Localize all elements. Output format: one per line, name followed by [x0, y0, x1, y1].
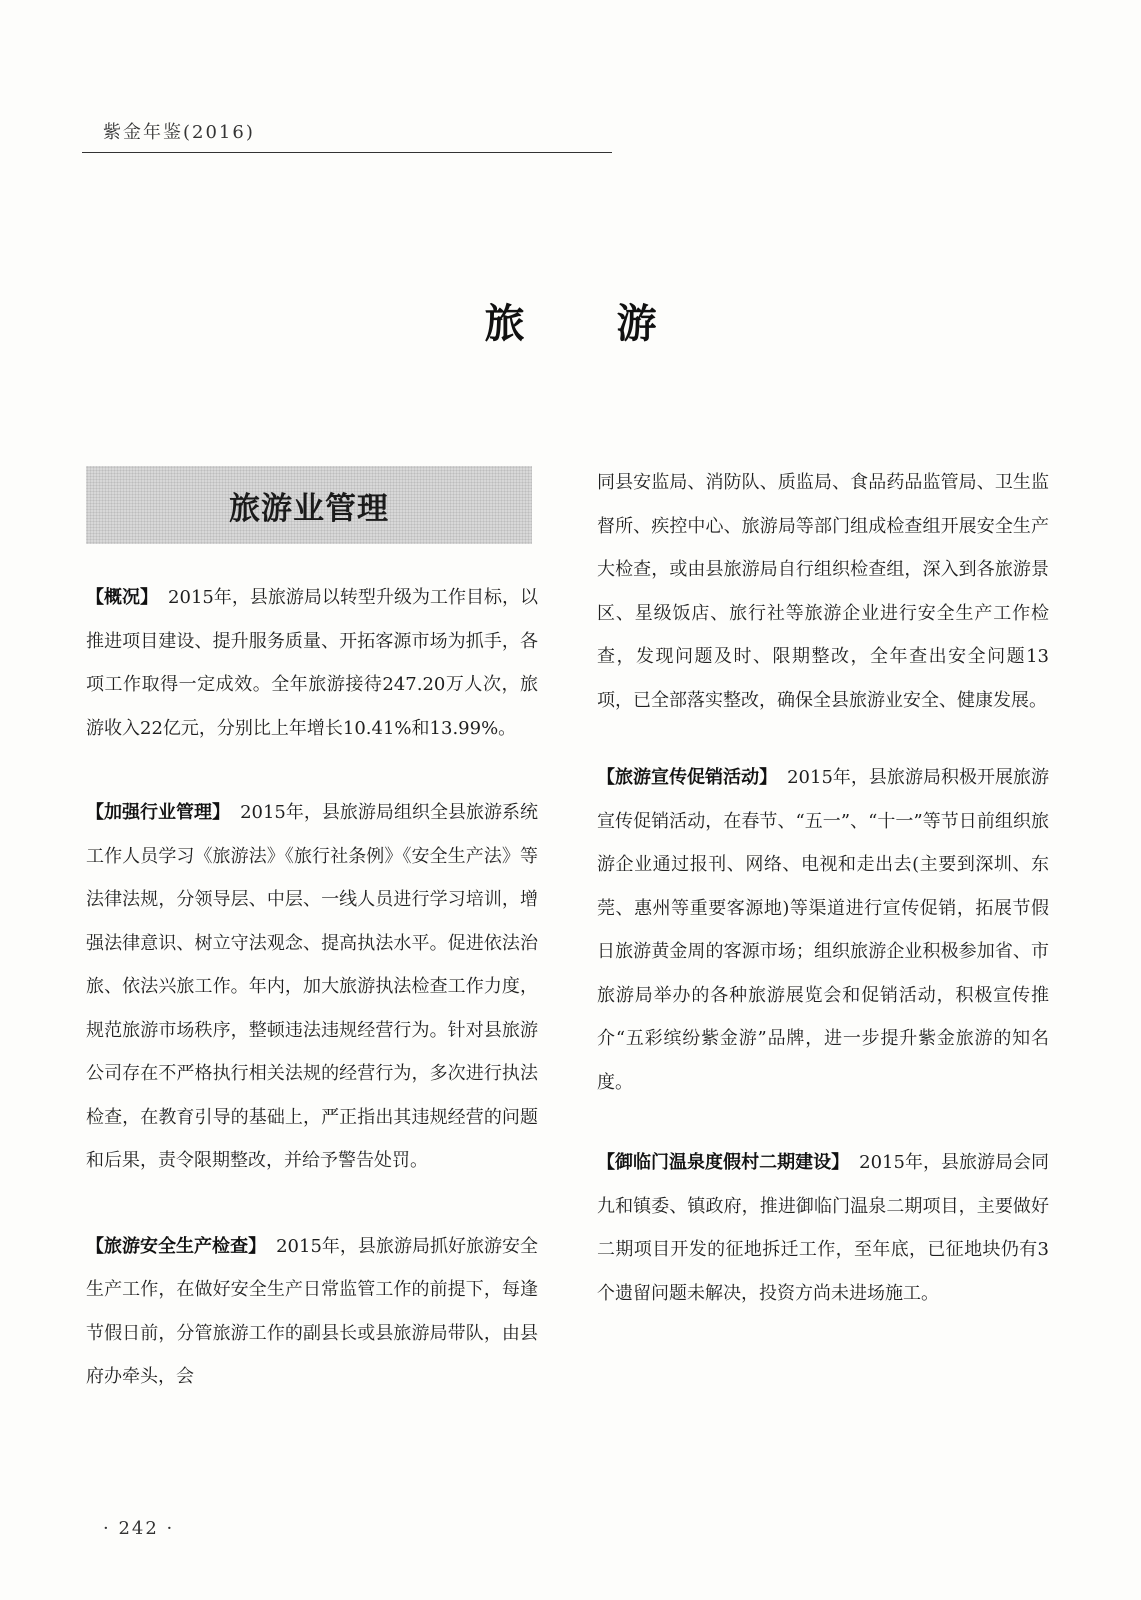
paragraph-heading: 【御临门温泉度假村二期建设】 [597, 1152, 850, 1173]
section-title-box [86, 466, 532, 544]
page-number: · 242 · [103, 1518, 175, 1539]
paragraph-promotion [597, 756, 1049, 1104]
paragraph-heading: 【旅游宣传促销活动】 [597, 767, 778, 788]
paragraph-heading: 【旅游安全生产检查】 [86, 1235, 267, 1257]
paragraph-heading: 【概况】 [86, 587, 159, 608]
header-rule [82, 152, 612, 153]
paragraph-text: 2015年，县旅游局以转型升级为工作目标，以推进项目建设、提升服务质量、开拓客源市场为抓手，各项工作取得一定成效。全年旅游接待247.20万人次，旅游收入22亿元，分别比上年增长10.41%和13.99%。 [86, 587, 539, 739]
paragraph-heading: 【加强行业管理】 [86, 802, 231, 823]
right-column [597, 461, 1049, 1315]
left-column [86, 576, 538, 1399]
section-title: 旅游业管理 [229, 490, 389, 527]
paragraph-text: 2015年，县旅游局积极开展旅游宣传促销活动，在春节、“五一”、“十一”等节日前组织旅游企业通过报刊、网络、电视和走出去(主要到深圳、东莞、惠州等重要客源地)等渠道进行宣传促销，拓展节假日旅游黄金周的客源市场；组织旅游企业积极参加省、市旅游局举办的各种旅游展览会和促销活动，积极宣传推介“五彩缤纷紫金游”品牌，进一步提升紫金旅游的知名度。 [597, 767, 1050, 1093]
paragraph-text: 2015年，县旅游局抓好旅游安全生产工作，在做好安全生产日常监管工作的前提下，每逢节假日前，分管旅游工作的副县长或县旅游局带队，由县府办牵头，会 [86, 1235, 539, 1387]
paragraph-safety-inspection-continued [597, 461, 1049, 722]
paragraph-hot-spring-project [597, 1141, 1049, 1315]
running-head: 紫金年鉴(2016) [103, 122, 255, 143]
paragraph-text: 2015年，县旅游局会同九和镇委、镇政府，推进御临门温泉二期项目，主要做好二期项目开发的征地拆迁工作，至年底，已征地块仍有3个遗留问题未解决，投资方尚未进场施工。 [597, 1152, 1050, 1304]
paragraph-text: 2015年，县旅游局组织全县旅游系统工作人员学习《旅游法》《旅行社条例》《安全生产法》等法律法规，分领导层、中层、一线人员进行学习培训，增强法律意识、树立守法观念、提高执法水平。促进依法治旅、依法兴旅工作。年内，加大旅游执法检查工作力度，规范旅游市场秩序，整顿违法违规经营行为。针对县旅游公司存在不严格执行相关法规的经营行为，多次进行执法检查，在教育引导的基础上，严正指出其违规经营的问题和后果，责令限期整改，并给予警告处罚。 [86, 802, 539, 1171]
paragraph-overview [86, 576, 538, 750]
paragraph-text: 同县安监局、消防队、质监局、食品药品监管局、卫生监督所、疾控中心、旅游局等部门组成检查组开展安全生产大检查，或由县旅游局自行组织检查组，深入到各旅游景区、星级饭店、旅行社等旅游企业进行安全生产工作检查，发现问题及时、限期整改，全年查出安全问题13项，已全部落实整改，确保全县旅游业安全、健康发展。 [597, 472, 1049, 711]
paragraph-industry-management [86, 791, 538, 1183]
chapter-title: 旅游 [484, 300, 749, 347]
paragraph-safety-inspection [86, 1225, 538, 1399]
